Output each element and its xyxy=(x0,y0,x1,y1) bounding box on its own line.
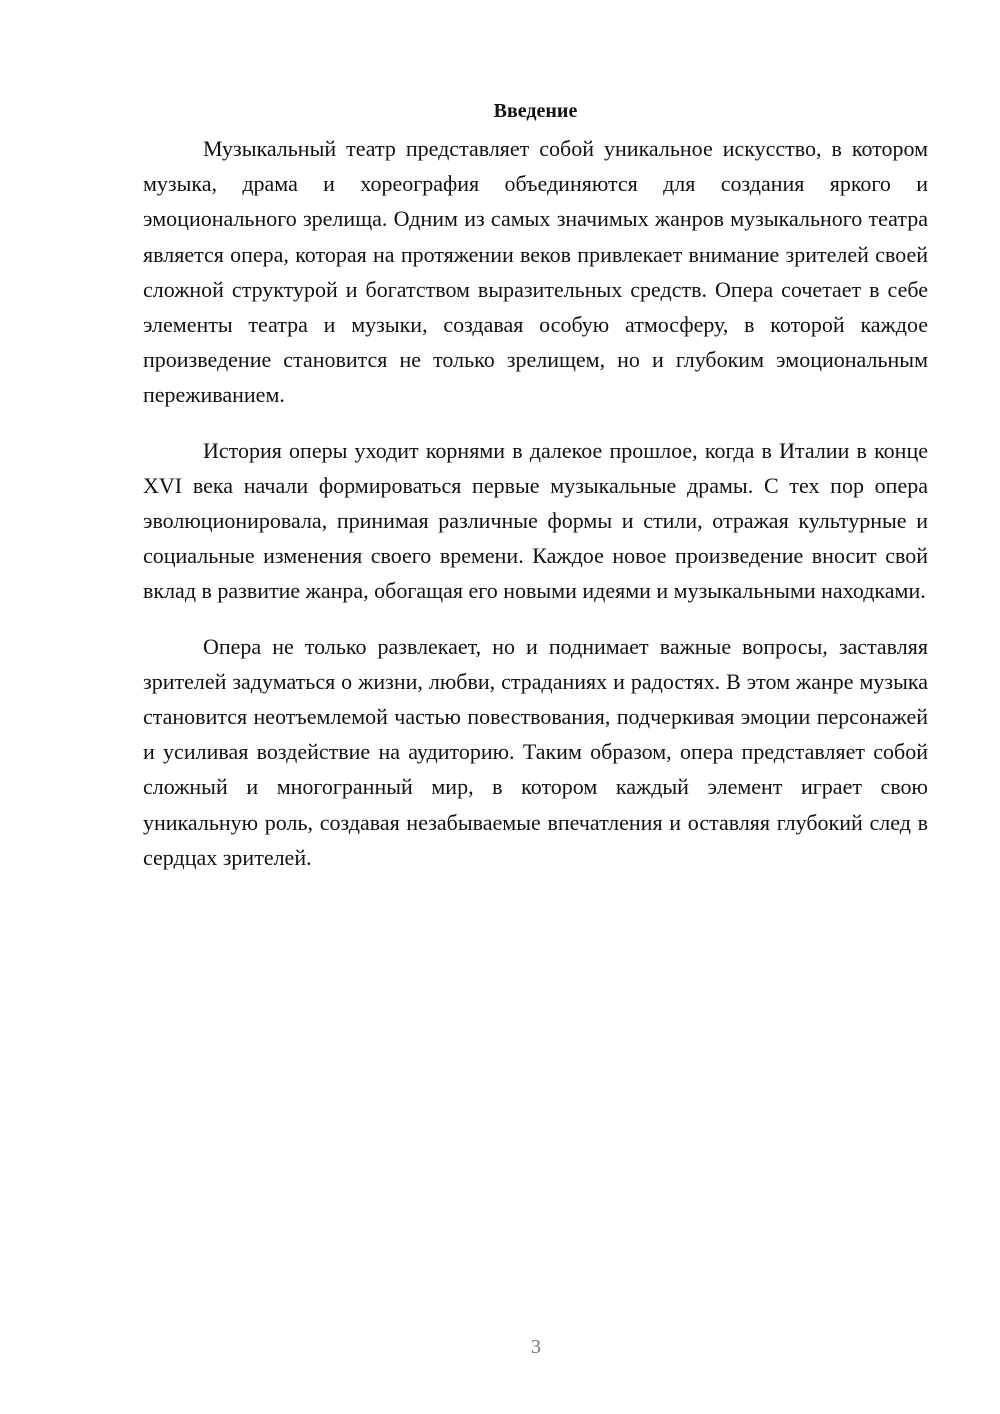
section-title: Введение xyxy=(493,100,578,122)
paragraph-3: Опера не только развлекает, но и поднимает важные вопросы, заставляя зрителей задуматься о жизни, любви, страданиях и радостях. В этом жанре музыка становится неотъемлемой частью повествования, подчеркивая эмоции персонажей и усиливая воздействие на аудиторию. Таким образом, опера представляет собой сложный и многогранный мир, в котором каждый элемент играет свою уникальную роль, создавая незабываемые впечатления и оставляя глубокий след в сердцах зрителей. xyxy=(143,633,928,870)
page-content xyxy=(143,95,928,895)
paragraph-2: История оперы уходит корнями в далекое прошлое, когда в Италии в конце XVI века начали формироваться первые музыкальные драмы. С тех пор опера эволюционировала, принимая различные формы и стили, отражая культурные и социальные изменения своего времени. Каждое новое произведение вносит свой вклад в развитие жанра, обогащая его новыми идеями и музыкальными находками. xyxy=(143,437,928,604)
paragraph-1: Музыкальный театр представляет собой уникальное искусство, в котором музыка, драма и хореография объединяются для создания яркого и эмоционального зрелища. Одним из самых значимых жанров музыкального театра является опера, которая на протяжении веков привлекает внимание зрителей своей сложной структурой и богатством выразительных средств. Опера сочетает в себе элементы театра и музыки, создавая особую атмосферу, в которой каждое произведение становится не только зрелищем, но и глубоким эмоциональным переживанием. xyxy=(143,136,928,408)
page-number: 3 xyxy=(531,1336,541,1358)
